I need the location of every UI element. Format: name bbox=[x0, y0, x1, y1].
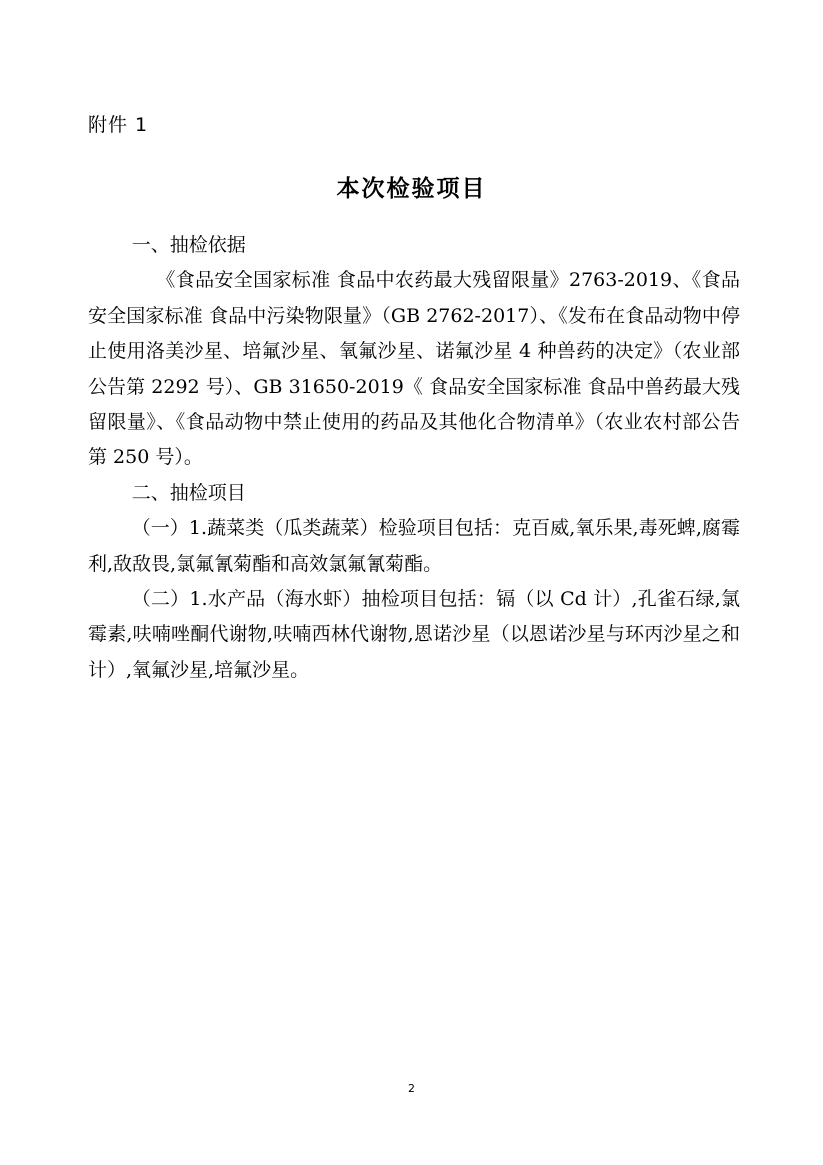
page-number: 2 bbox=[408, 1082, 415, 1095]
section1-heading: 一、抽检依据 bbox=[131, 234, 246, 256]
section1-paragraph: 《食品安全国家标准 食品中农药最大残留限量》2763-2019、《食品安全国家标准 食品中污染物限量》（GB 2762-2017）、《发布在食品动物中停止使用洛美沙星、培氟沙星、氧氟沙星、诺氟沙星 4 种兽药的决定》（农业部公告第 2292 号）、GB 31650-2019《 食品安全国家标准 食品中兽药最大残留限量》、《食品动物中禁止使用的药品及其他化合物清单》（农业农村部公告第 250 号）。 bbox=[88, 269, 740, 469]
section2-heading: 二、抽检项目 bbox=[131, 481, 246, 504]
page-title: 本次检验项目 bbox=[336, 176, 487, 202]
section2-item1: （一）1.蔬菜类（瓜类蔬菜）检验项目包括：克百威,氧乐果,毒死蜱,腐霉利,敌敌畏,氯氟氰菊酯和高效氯氟氰菊酯。 bbox=[88, 517, 740, 575]
attachment-label: 附件 1 bbox=[88, 114, 149, 136]
section2-item2: （二）1.水产品（海水虾）抽检项目包括：镉（以 Cd 计）,孔雀石绿,氯霉素,呋喃唑酮代谢物,呋喃西林代谢物,恩诺沙星（以恩诺沙星与环丙沙星之和计）,氧氟沙星,培氟沙星。 bbox=[88, 588, 740, 681]
document-body bbox=[88, 228, 740, 688]
